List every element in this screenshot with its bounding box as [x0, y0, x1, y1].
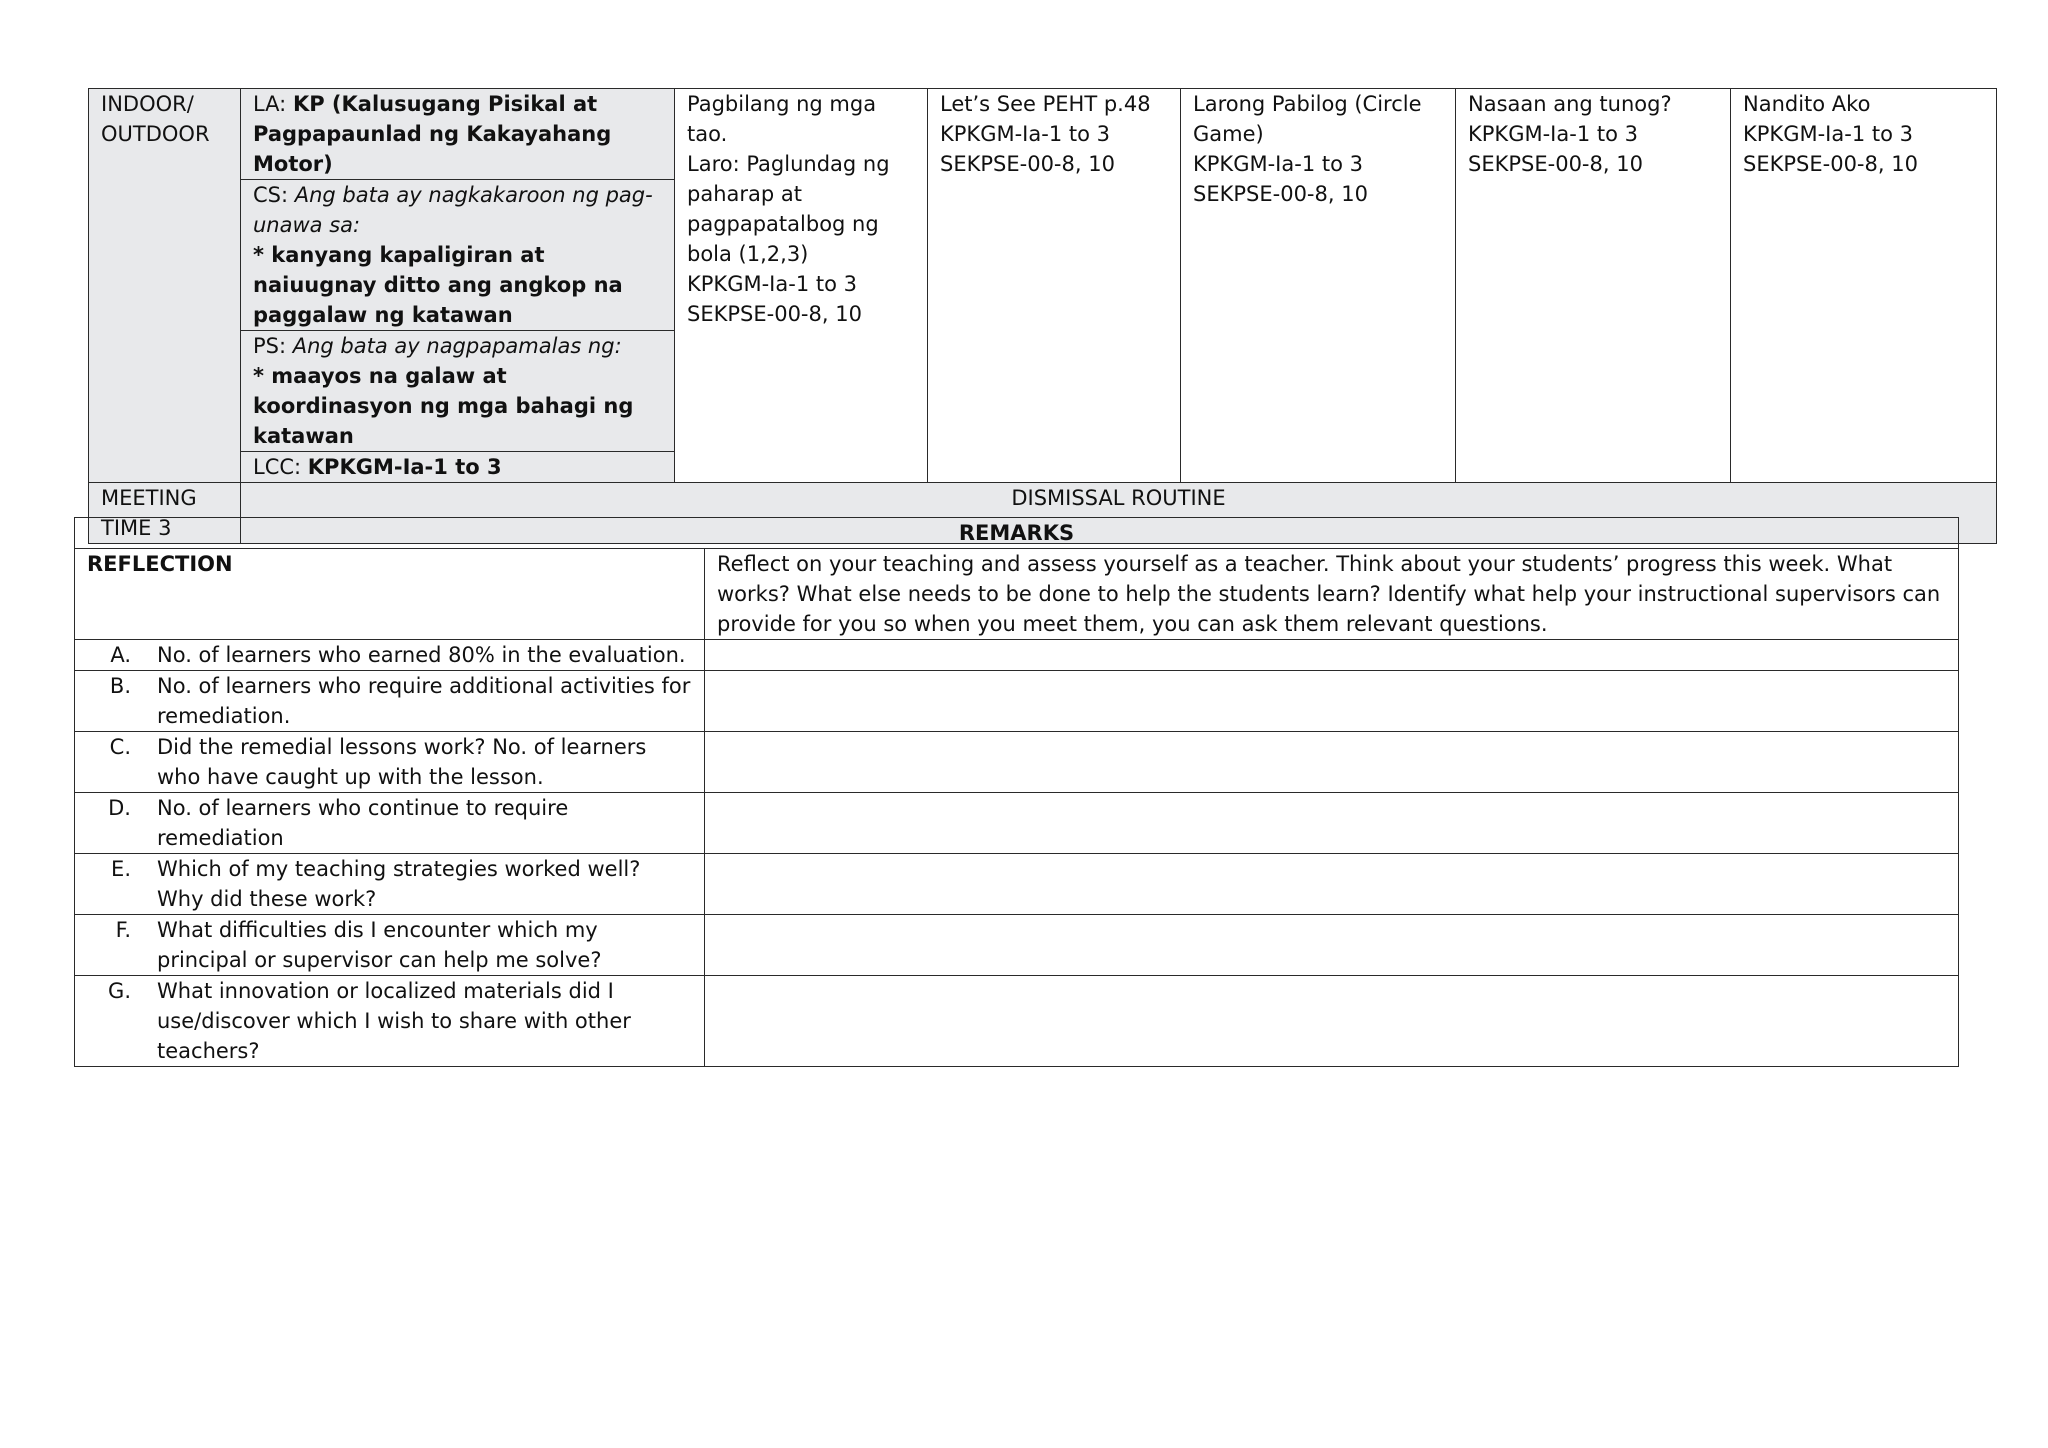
answer-cell[interactable] — [705, 915, 1959, 976]
day2-line: Let’s See PEHT p.48 — [940, 92, 1151, 116]
ps-intro: Ang bata ay nagpapamalas ng: — [292, 334, 622, 358]
day2-line: SEKPSE-00-8, 10 — [940, 152, 1115, 176]
item-text: No. of learners who require additional activities for remediation. — [157, 674, 691, 728]
lcc-cell — [241, 452, 675, 483]
day2-cell — [928, 89, 1181, 483]
cs-standard: * kanyang kapaligiran at naiuugnay ditto ang angkop na paggalaw ng katawan — [253, 243, 623, 327]
remarks-table — [74, 517, 1959, 1067]
indoor-outdoor-table — [88, 88, 1997, 544]
item-text: What difficulties dis I encounter which my principal or supervisor can help me solve? — [157, 918, 602, 972]
reflection-text: Reflect on your teaching and assess yourself as a teacher. Think about your students’ progress this week. What works? What else needs to be done to help the students learn? Identify what help your instructional supervisors can provide for you so when you meet them, you can ask them relevant questions. — [705, 549, 1959, 640]
item-text: Did the remedial lessons work? No. of learners who have caught up with the lesson. — [157, 735, 647, 789]
day3-cell — [1181, 89, 1456, 483]
dismissal-routine: DISMISSAL ROUTINE — [241, 483, 1997, 544]
item-text: No. of learners who continue to require remediation — [157, 796, 569, 850]
day5-line: Nandito Ako — [1743, 92, 1871, 116]
day3-line: Larong Pabilog (Circle Game) — [1193, 92, 1422, 146]
day5-line: SEKPSE-00-8, 10 — [1743, 152, 1918, 176]
cs-cell — [241, 180, 675, 331]
item-letter: G. — [108, 979, 131, 1003]
reflection-item — [75, 671, 705, 732]
day4-line: SEKPSE-00-8, 10 — [1468, 152, 1643, 176]
la-cell — [241, 89, 675, 180]
answer-cell[interactable] — [705, 976, 1959, 1067]
day1-line: Laro: Paglundag ng paharap at pagpapatalbog ng bola (1,2,3) — [687, 152, 890, 266]
la-prefix: LA: — [253, 92, 293, 116]
answer-cell[interactable] — [705, 671, 1959, 732]
reflection-label: REFLECTION — [75, 549, 705, 640]
answer-cell[interactable] — [705, 732, 1959, 793]
item-letter: C. — [109, 735, 131, 759]
day5-cell — [1731, 89, 1997, 483]
ps-prefix: PS: — [253, 334, 293, 358]
item-letter: F. — [115, 918, 131, 942]
item-text: No. of learners who earned 80% in the evaluation. — [157, 643, 686, 667]
cs-intro: Ang bata ay nagkakaroon ng pag-unawa sa: — [253, 183, 653, 237]
day3-line: KPKGM-Ia-1 to 3 — [1193, 152, 1363, 176]
day4-line: KPKGM-Ia-1 to 3 — [1468, 122, 1638, 146]
day1-line: SEKPSE-00-8, 10 — [687, 302, 862, 326]
la-title: KP (Kalusugang Pisikal at Pagpapaunlad ng Kakayahang Motor) — [253, 92, 612, 176]
answer-cell[interactable] — [705, 793, 1959, 854]
day4-cell — [1456, 89, 1731, 483]
day3-line: SEKPSE-00-8, 10 — [1193, 182, 1368, 206]
item-text: Which of my teaching strategies worked well? Why did these work? — [157, 857, 641, 911]
reflection-item — [75, 732, 705, 793]
answer-cell[interactable] — [705, 854, 1959, 915]
ps-standard: * maayos na galaw at koordinasyon ng mga bahagi ng katawan — [253, 364, 634, 448]
item-letter: E. — [111, 857, 131, 881]
indoor-outdoor-label: INDOOR/ OUTDOOR — [89, 89, 241, 483]
cs-prefix: CS: — [253, 183, 295, 207]
reflection-item — [75, 854, 705, 915]
lcc-value: KPKGM-Ia-1 to 3 — [307, 455, 502, 479]
item-letter: D. — [108, 796, 131, 820]
reflection-item — [75, 976, 705, 1067]
day1-line: Pagbilang ng mga tao. — [687, 92, 877, 146]
item-letter: A. — [110, 643, 131, 667]
day2-line: KPKGM-Ia-1 to 3 — [940, 122, 1110, 146]
day4-line: Nasaan ang tunog? — [1468, 92, 1672, 116]
remarks-title: REMARKS — [75, 518, 1959, 549]
reflection-item — [75, 915, 705, 976]
reflection-item — [75, 793, 705, 854]
reflection-item — [75, 640, 705, 671]
item-text: What innovation or localized materials did I use/discover which I wish to share with other teachers? — [157, 979, 631, 1063]
ps-cell — [241, 331, 675, 452]
day5-line: KPKGM-Ia-1 to 3 — [1743, 122, 1913, 146]
day1-line: KPKGM-Ia-1 to 3 — [687, 272, 857, 296]
meeting-time-label: MEETING TIME 3 — [89, 483, 241, 544]
item-letter: B. — [109, 674, 131, 698]
day1-cell — [675, 89, 928, 483]
answer-cell[interactable] — [705, 640, 1959, 671]
lcc-prefix: LCC: — [253, 455, 308, 479]
